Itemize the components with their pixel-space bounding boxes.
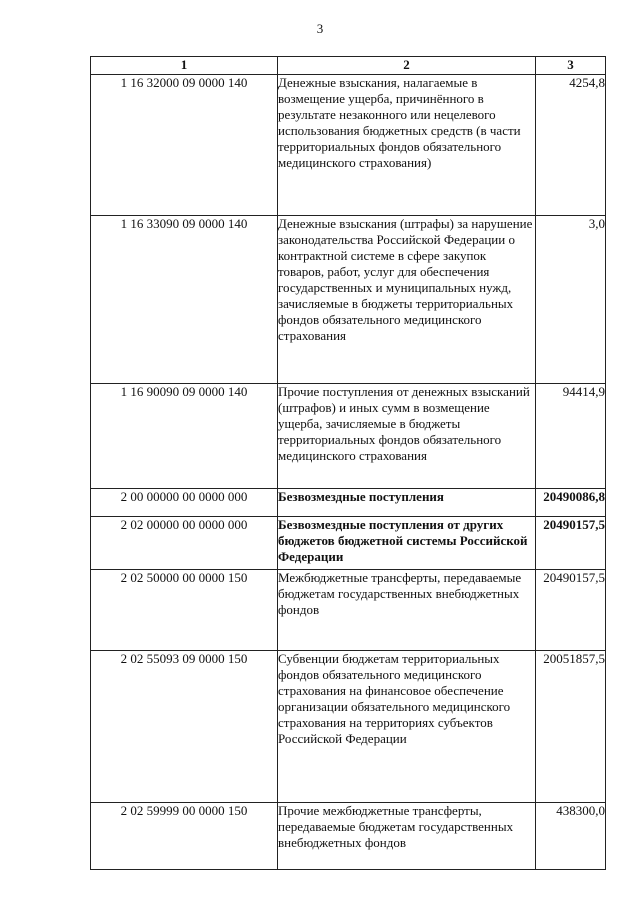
row-code: 1 16 90090 09 0000 140	[91, 384, 278, 489]
table-row	[91, 517, 606, 570]
column-header-code: 1	[91, 57, 278, 75]
row-amount: 20490157,5	[536, 517, 606, 570]
budget-revenue-table	[90, 56, 606, 870]
table-row	[91, 803, 606, 870]
table-header-row	[91, 57, 606, 75]
row-amount: 94414,9	[536, 384, 606, 489]
row-name: Прочие межбюджетные трансферты, передаваемые бюджетам государственных внебюджетных фондов	[278, 803, 536, 870]
row-code: 1 16 33090 09 0000 140	[91, 216, 278, 384]
row-amount: 3,0	[536, 216, 606, 384]
table-row	[91, 216, 606, 384]
row-name: Денежные взыскания (штрафы) за нарушение законодательства Российской Федерации о контрактной системе в сфере закупок товаров, работ, услуг для обеспечения государственных и муниципальных нужд, зачисляемые в бюджеты территориальных фондов обязательного медицинского страхования	[278, 216, 536, 384]
row-amount: 20490157,5	[536, 570, 606, 651]
row-name: Безвозмездные поступления	[278, 489, 536, 517]
row-code: 2 02 55093 09 0000 150	[91, 651, 278, 803]
row-code: 2 02 50000 00 0000 150	[91, 570, 278, 651]
row-name: Денежные взыскания, налагаемые в возмещение ущерба, причинённого в результате незаконного или нецелевого использования бюджетных средств (в части территориальных фондов обязательного медицинского страхования)	[278, 75, 536, 216]
row-amount: 20051857,5	[536, 651, 606, 803]
row-amount: 4254,8	[536, 75, 606, 216]
row-amount: 438300,0	[536, 803, 606, 870]
row-code: 2 02 00000 00 0000 000	[91, 517, 278, 570]
table-row	[91, 651, 606, 803]
column-header-amount: 3	[536, 57, 606, 75]
row-code: 2 00 00000 00 0000 000	[91, 489, 278, 517]
row-name: Безвозмездные поступления от других бюджетов бюджетной системы Российской Федерации	[278, 517, 536, 570]
row-amount: 20490086,8	[536, 489, 606, 517]
row-code: 1 16 32000 09 0000 140	[91, 75, 278, 216]
table-row	[91, 384, 606, 489]
row-name: Субвенции бюджетам территориальных фондов обязательного медицинского страхования на финансовое обеспечение организации обязательного медицинского страхования на территориях субъектов Российской Федерации	[278, 651, 536, 803]
column-header-name: 2	[278, 57, 536, 75]
table-row	[91, 75, 606, 216]
row-name: Прочие поступления от денежных взысканий (штрафов) и иных сумм в возмещение ущерба, зачисляемые в бюджеты территориальных фондов обязательного медицинского страхования	[278, 384, 536, 489]
page-number: 3	[316, 21, 324, 36]
table-row	[91, 489, 606, 517]
row-name: Межбюджетные трансферты, передаваемые бюджетам государственных внебюджетных фондов	[278, 570, 536, 651]
row-code: 2 02 59999 00 0000 150	[91, 803, 278, 870]
table-row	[91, 570, 606, 651]
